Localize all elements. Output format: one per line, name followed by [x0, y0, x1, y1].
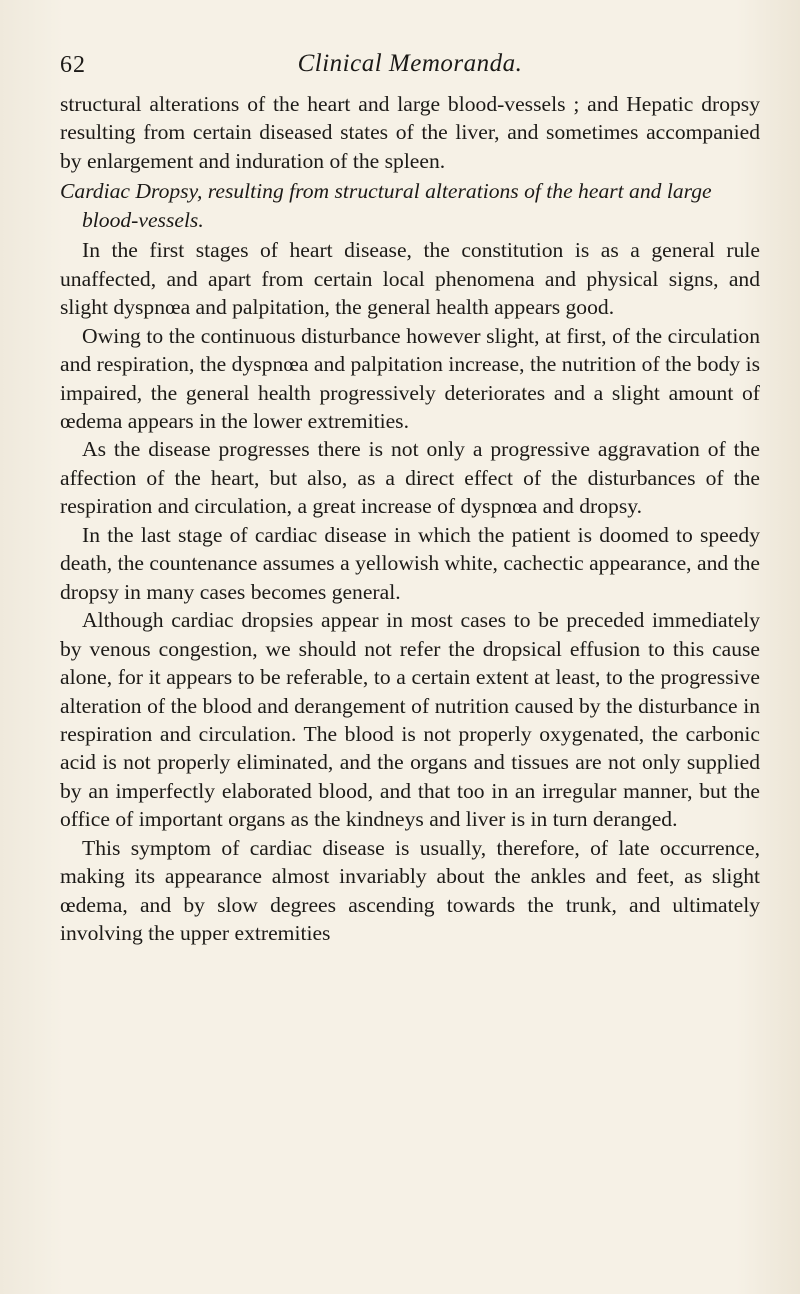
- page-number: 62: [60, 52, 86, 78]
- paragraph: Owing to the continuous disturbance however slight, at first, of the circulation and respiration, the dyspnœa and palpitation increase, the nutrition of the body is impaired, the general health progressively deteriorates and a slight amount of œdema appears in the lower extremities.: [60, 323, 760, 433]
- page-header: [60, 0, 760, 90]
- paragraph-continuation: structural alterations of the heart and large blood-vessels ; and Hepatic dropsy resulting from certain diseased states of the liver, and sometimes accompanied by enlargement and induration of the spleen.: [60, 92, 760, 173]
- paragraph: Although cardiac dropsies appear in most cases to be preceded immediately by venous congestion, we should not refer the dropsical effusion to this cause alone, for it appears to be referable, to a certain extent at least, to the progressive alteration of the blood and derangement of nutrition caused by the disturbance in respiration and circulation. The blood is not properly oxygenated, the carbonic acid is not properly eliminated, and the organs and tissues are not only supplied by an imperfectly elaborated blood, and that too in an irregular manner, but the office of important organs as the kindneys and liver is in turn deranged.: [60, 608, 760, 832]
- section-heading: Cardiac Dropsy, resulting from structural alterations of the heart and large blood-vessels.: [60, 179, 712, 232]
- paragraph: This symptom of cardiac disease is usually, therefore, of late occurrence, making its appearance almost invariably about the ankles and feet, as slight œdema, and by slow degrees ascending towards the trunk, and ultimately involving the upper extremities: [60, 835, 760, 946]
- paragraph: In the first stages of heart disease, the constitution is as a general rule unaffected, and apart from certain local phenomena and physical signs, and slight dyspnœa and palpitation, the general health appears good.: [60, 238, 760, 320]
- paragraph: In the last stage of cardiac disease in which the patient is doomed to speedy death, the countenance assumes a yellowish white, cachectic appearance, and the dropsy in many cases becomes general.: [60, 522, 760, 604]
- running-title: Clinical Memoranda.: [297, 50, 523, 77]
- paragraph: As the disease progresses there is not only a progressive aggravation of the affection of the heart, but also, as a direct effect of the disturbances of the respiration and circulation, a great increase of dyspnœa and dropsy.: [60, 437, 760, 519]
- body-text: [60, 90, 760, 948]
